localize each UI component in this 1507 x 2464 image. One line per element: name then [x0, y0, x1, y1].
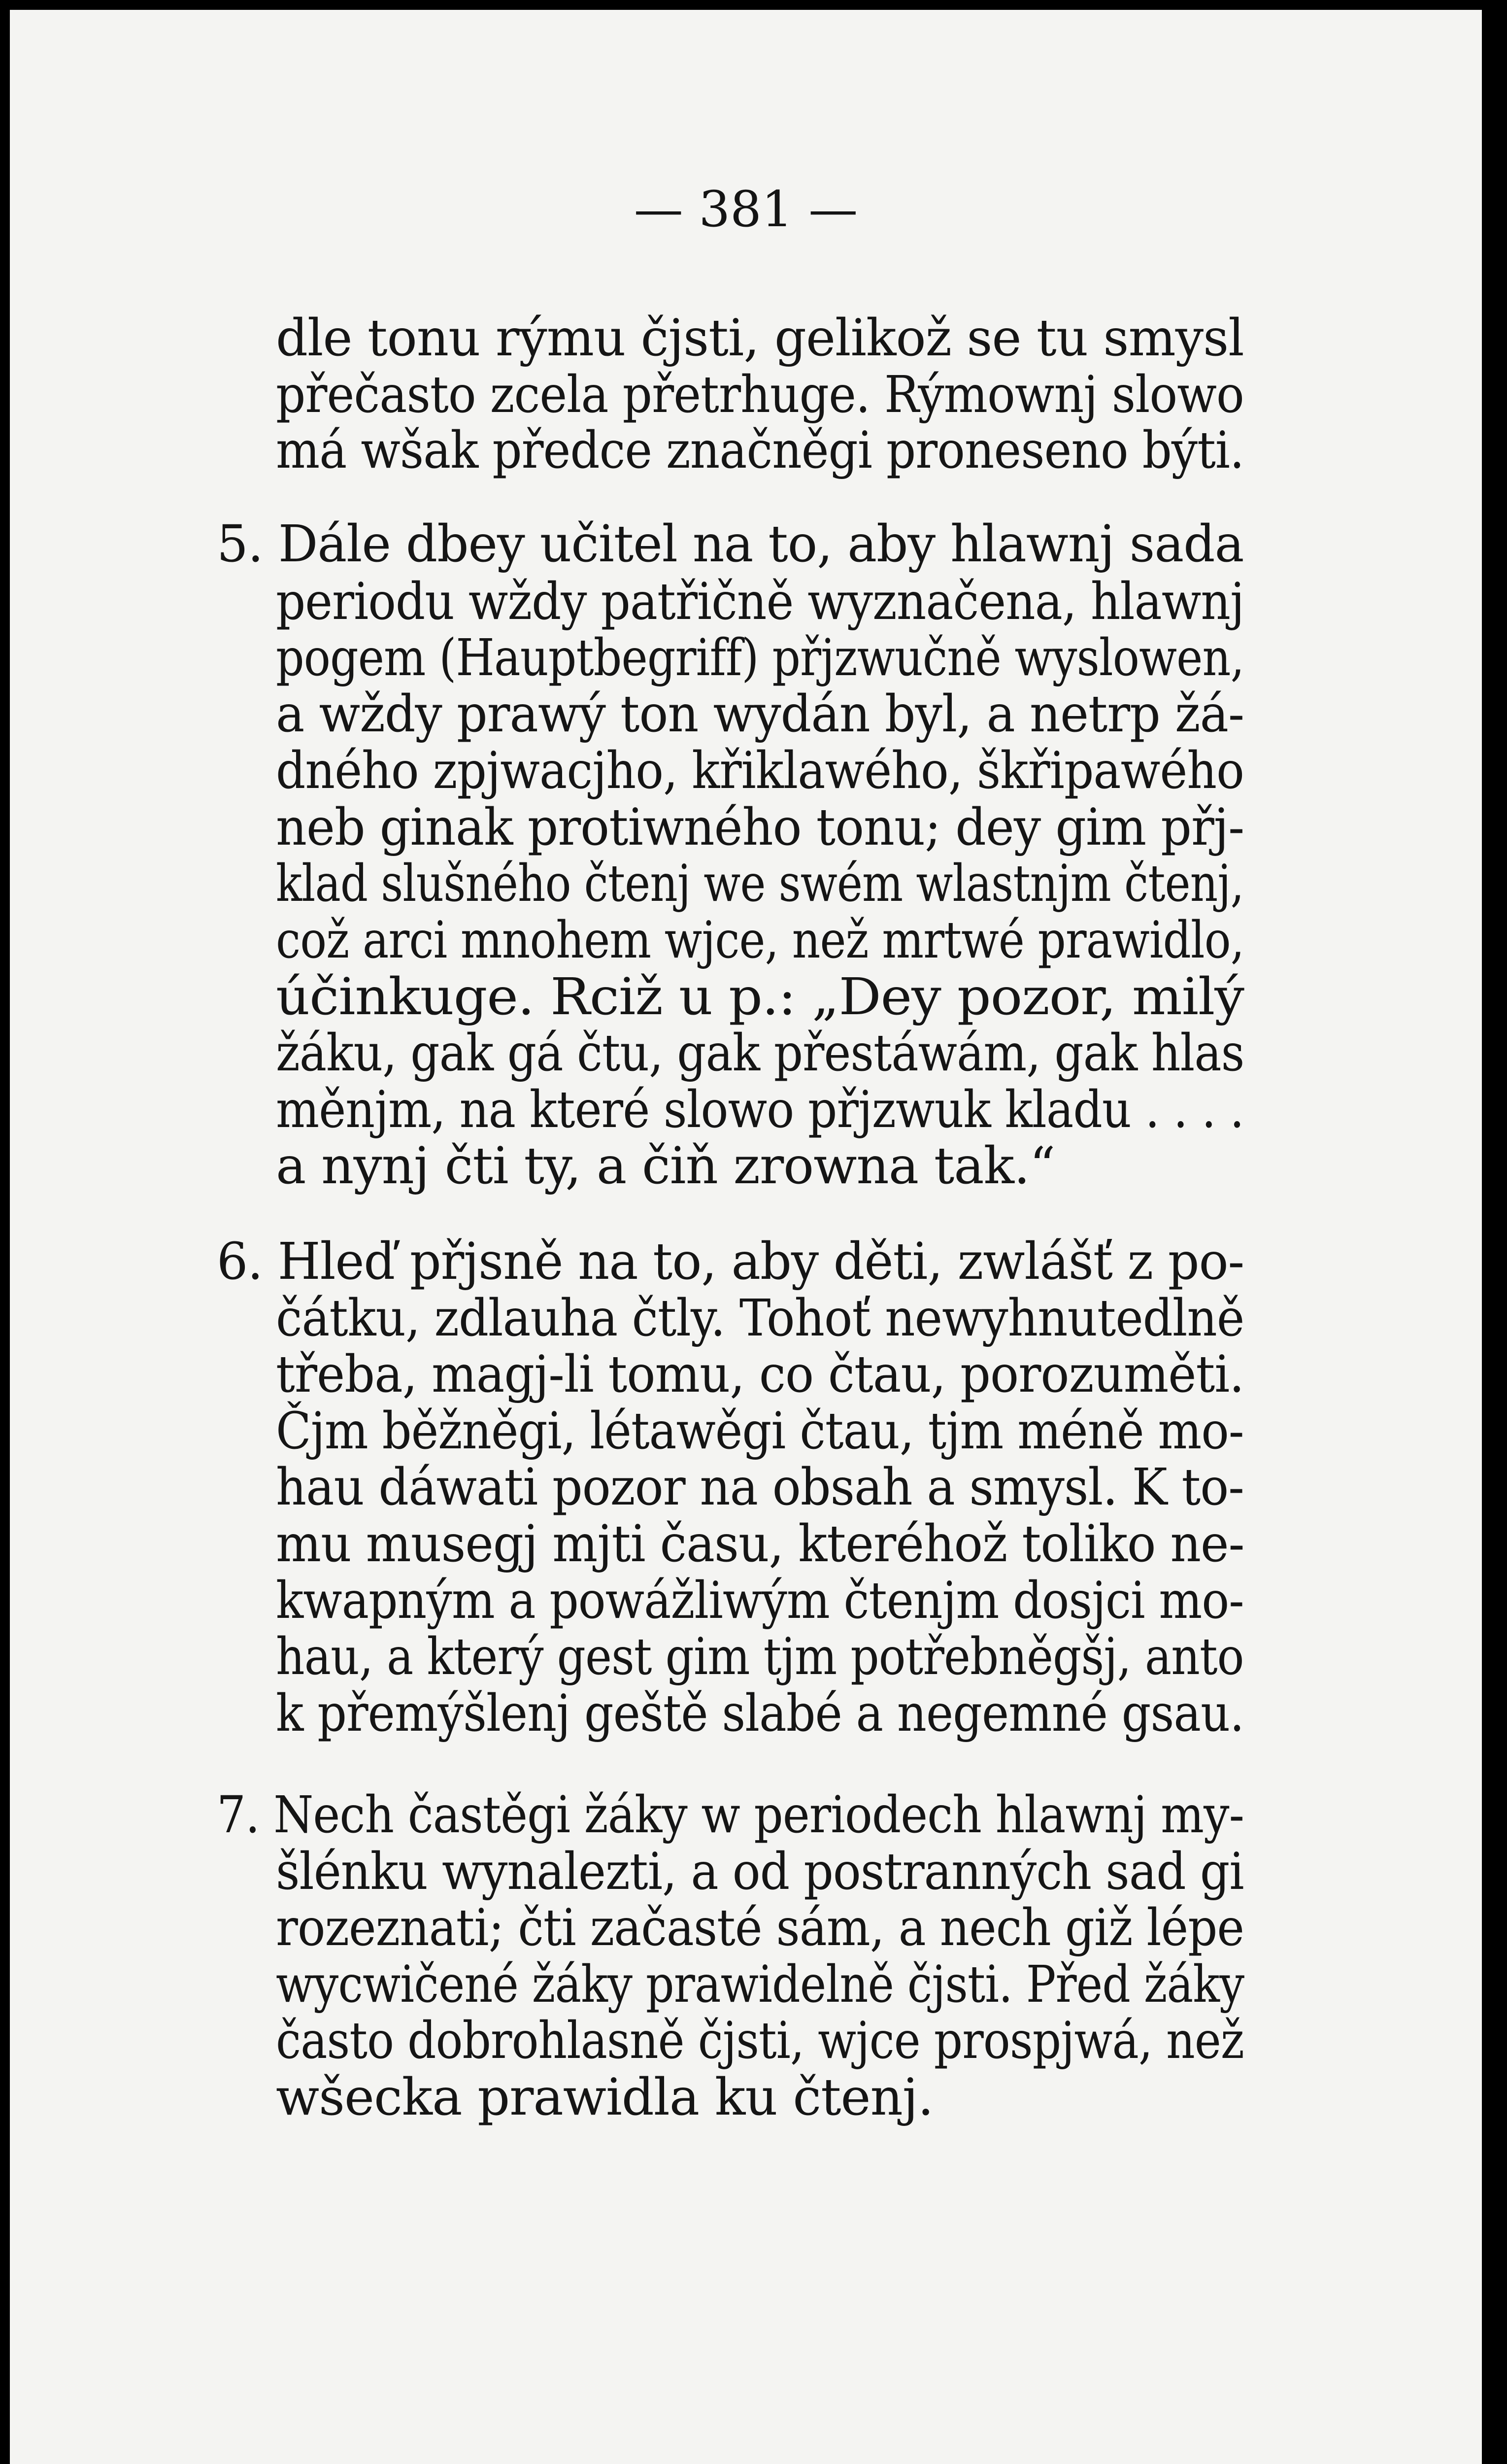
- text-line: hau, a který gest gim tjm potřebněgšj, anto: [276, 1627, 1244, 1686]
- text-line: šlénku wynalezti, a od postranných sad gi: [276, 1842, 1244, 1901]
- book-page: [10, 10, 1482, 2464]
- text-line: 6. Hleď přjsně na to, aby děti, zwlášť z po-: [217, 1232, 1244, 1291]
- text-line: dle tonu rýmu čjsti, gelikož se tu smysl: [276, 308, 1244, 368]
- text-line: dného zpjwacjho, křiklawého, škřipawého: [276, 741, 1244, 800]
- text-line: wycwičené žáky prawidelně čjsti. Před žáky: [276, 1955, 1244, 2014]
- text-line: klad slušného čtenj we swém wlastnjm čtenj,: [276, 854, 1244, 913]
- text-line: má wšak předce značněgi proneseno býti.: [276, 421, 1244, 480]
- text-line: třeba, magj-li tomu, co čtau, porozuměti.: [276, 1345, 1244, 1404]
- text-line: měnjm, na které slowo přjzwuk kladu . . . .: [276, 1080, 1244, 1139]
- text-line: účinkuge. Rciž u p.: „Dey pozor, milý: [276, 967, 1244, 1027]
- text-line: a nynj čti ty, a čiň zrowna tak.“: [276, 1136, 1055, 1196]
- text-line: kwapným a powážliwým čtenjm dosjci mo-: [276, 1571, 1244, 1630]
- text-line: periodu wždy patřičně wyznačena, hlawnj: [276, 572, 1244, 631]
- text-line: rozeznati; čti začasté sám, a nech giž lépe: [276, 1898, 1244, 1957]
- text-line: přečasto zcela přetrhuge. Rýmownj slowo: [276, 365, 1244, 424]
- text-line: 7. Nech častěgi žáky w periodech hlawnj my-: [217, 1785, 1244, 1845]
- text-line: žáku, gak gá čtu, gak přestáwám, gak hlas: [276, 1024, 1244, 1083]
- text-line: často dobrohlasně čjsti, wjce prospjwá, než: [276, 2011, 1244, 2070]
- page-number: — 381 —: [634, 180, 858, 238]
- text-line: a wždy prawý ton wydán byl, a netrp žá-: [276, 684, 1244, 744]
- text-line: Čjm běžněgi, létawěgi čtau, tjm méně mo-: [276, 1402, 1244, 1461]
- text-line: k přemýšlenj geště slabé a negemné gsau.: [276, 1684, 1244, 1743]
- text-line: hau dáwati pozor na obsah a smysl. K to-: [276, 1458, 1244, 1517]
- text-line: 5. Dále dbey učitel na to, aby hlawnj sada: [217, 514, 1244, 574]
- text-line: čátku, zdlauha čtly. Tohoť newyhnutedlně: [276, 1289, 1244, 1348]
- text-line: což arci mnohem wjce, než mrtwé prawidlo,: [276, 911, 1244, 970]
- text-line: wšecka prawidla ku čtenj.: [276, 2068, 934, 2127]
- text-line: mu musegj mjti času, kteréhož toliko ne-: [276, 1514, 1244, 1574]
- text-line: pogem (Hauptbegriff) přjzwučně wyslowen,: [276, 628, 1244, 687]
- text-line: neb ginak protiwného tonu; dey gim přj-: [276, 798, 1244, 857]
